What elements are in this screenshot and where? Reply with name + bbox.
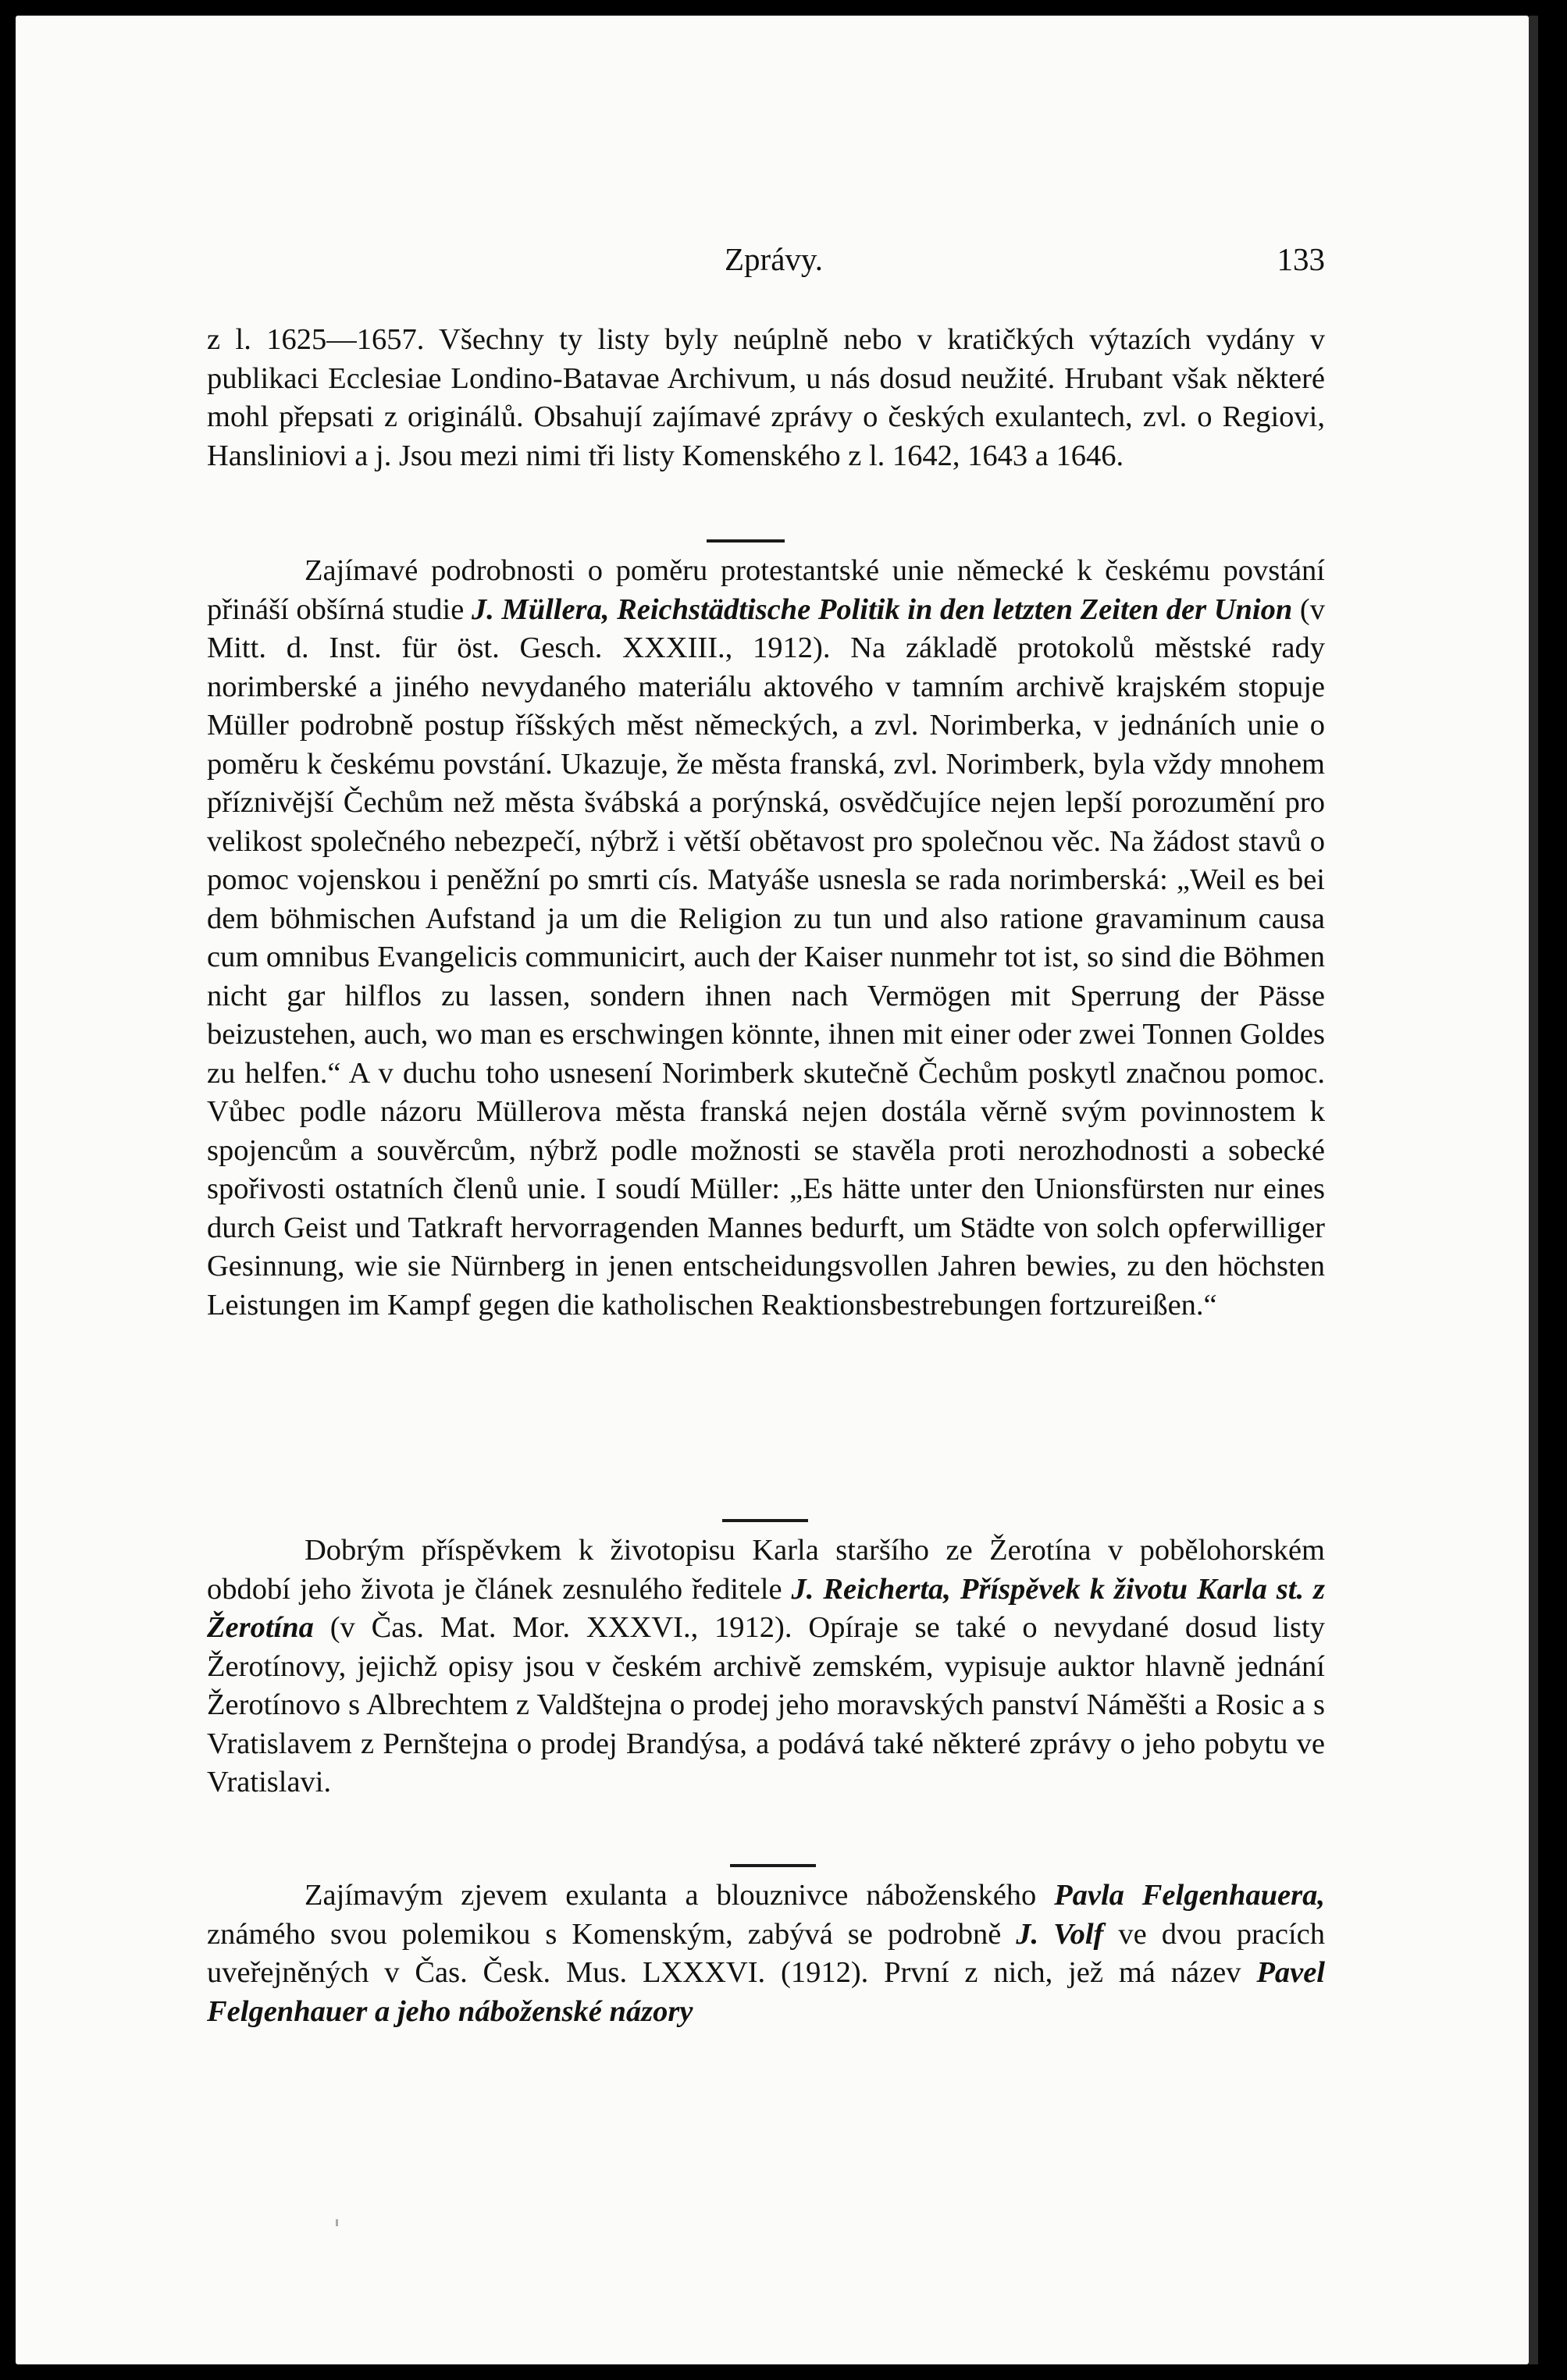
- section-felgenhauer: [207, 1877, 1325, 2031]
- author-volf: J. Volf: [1016, 1917, 1104, 1951]
- paragraph-continuation: [207, 321, 1325, 475]
- paragraph-3-text-a: Dobrým příspěvkem k životopisu Karla staršího ze Žerotína v pobělohorském období jeho života je článek zesnulého ředitele: [207, 1534, 1325, 1606]
- paragraph-4-text-a: Zajímavým zjevem exulanta a blouznivce náboženského: [304, 1879, 1055, 1912]
- paragraph-1-text: z l. 1625—1657. Všechny ty listy byly neúplně nebo v kratičkých výtazích vydány v publikaci Ecclesiae Londino-Batavae Archivum, u nás dosud neužité. Hrubant však některé mohl přepsati z originálů. Obsahují zajímavé zprávy o českých exulantech, zvl. o Regiovi, Hansliniovi a j. Jsou mezi nimi tři listy Komenského z l. 1642, 1643 a 1646.: [207, 323, 1325, 472]
- paragraph-3-text-b: (v Čas. Mat. Mor. XXXVI., 1912). Opíraje se také o nevydané dosud listy Žerotínovy, jejichž opisy jsou v českém archivě zemském, vypisuje auktor hlavně jednání Žerotínovo s Albrechtem z Valdštejna o prodej jeho moravských panství Náměšti a Rosic a s Vratislavem z Pernštejna o prodej Brandýsa, a podává také některé zprávy o jeho pobytu ve Vratislavi.: [207, 1611, 1325, 1798]
- paragraph-3: [207, 1532, 1325, 1802]
- section-muller-union: [207, 552, 1325, 1325]
- section-separator-3: [730, 1864, 816, 1867]
- paragraph-2-text-b: (v Mitt. d. Inst. für öst. Gesch. XXXIII., 1912). Na základě protokolů městské rady norimberské a jiného nevydaného materiálu aktového v tamním archivě krajském stopuje Müller podrobně postup říšských měst německých, a zvl. Norimberka, v jednáních unie o poměru k českému povstání. Ukazuje, že města franská, zvl. Norimberk, byla vždy mnohem příznivější Čechům než města švábská a porýnská, osvědčujíce nejen lepší porozumění pro velikost společného nebezpečí, nýbrž i větší obětavost pro společnou věc. Na žádost stavů o pomoc vojenskou i peněžní po smrti cís. Matyáše usnesla se rada norimberská: „Weil es bei dem böhmischen Aufstand ja um die Religion zu tun und also ratione gravaminum causa cum omnibus Evangelicis communicirt, auch der Kaiser nunmehr tot ist, so sind die Böhmen nicht gar hilflos zu lassen, sondern ihnen nach Vermögen mit Sperrung der Pässe beizustehen, auch, wo man es erschwingen könnte, ihnen mit einer oder zwei Tonnen Goldes zu helfen.“ A v duchu toho usnesení Norimberk skutečně Čechům poskytl značnou pomoc. Vůbec podle názoru Müllerova města franská nejen dostála věrně svým povinnostem k spojencům a souvěrcům, nýbrž podle možnosti se stavěla proti nerozhodnosti a sobecké spořivosti ostatních členů unie. I soudí Müller: „Es hätte unter den Unionsfürsten nur eines durch Geist und Tatkraft hervorragenden Mannes bedurft, um Städte von solch opferwilliger Gesinnung, wie sie Nürnberg in jenen entscheidungsvollen Jahren bewies, zu den höchsten Leistungen im Kampf gegen die katholischen Reaktionsbestrebungen fortzureißen.“: [207, 592, 1325, 1322]
- paragraph-4: [207, 1877, 1325, 2031]
- paragraph-2: [207, 552, 1325, 1325]
- paragraph-2-text-a: Zajímavé podrobnosti o poměru protestantské unie německé k českému povstání přináší obšírná studie: [207, 554, 1325, 626]
- paragraph-4-text-c: ve dvou pracích uveřejněných v Čas. Česk. Mus. LXXXVI. (1912). První z nich, jež má název: [207, 1917, 1325, 1989]
- page-header: [207, 240, 1341, 284]
- page-number: 133: [1277, 241, 1325, 277]
- running-title: Zprávy.: [725, 241, 823, 277]
- section-zerotin: [207, 1532, 1325, 1802]
- paragraph-1: [207, 321, 1325, 475]
- section-separator-1: [707, 539, 785, 543]
- cited-work-muller: J. Müllera, Reichstädtische Politik in den letzten Zeiten der Union: [471, 592, 1293, 626]
- section-separator-2: [722, 1519, 808, 1522]
- cited-work-felgenhauer: Pavel Felgenhauer a jeho náboženské názory: [207, 1956, 1325, 2028]
- cited-work-reichert: J. Reicherta, Příspěvek k životu Karla st. z Žerotína: [207, 1572, 1325, 1644]
- scan-speck: [336, 2219, 338, 2226]
- scan-edge-shadow: [1529, 16, 1538, 2364]
- paragraph-4-text-b: známého svou polemikou s Komenským, zabývá se podrobně: [207, 1917, 1017, 1951]
- person-felgenhauer: Pavla Felgenhauera,: [1054, 1879, 1325, 1912]
